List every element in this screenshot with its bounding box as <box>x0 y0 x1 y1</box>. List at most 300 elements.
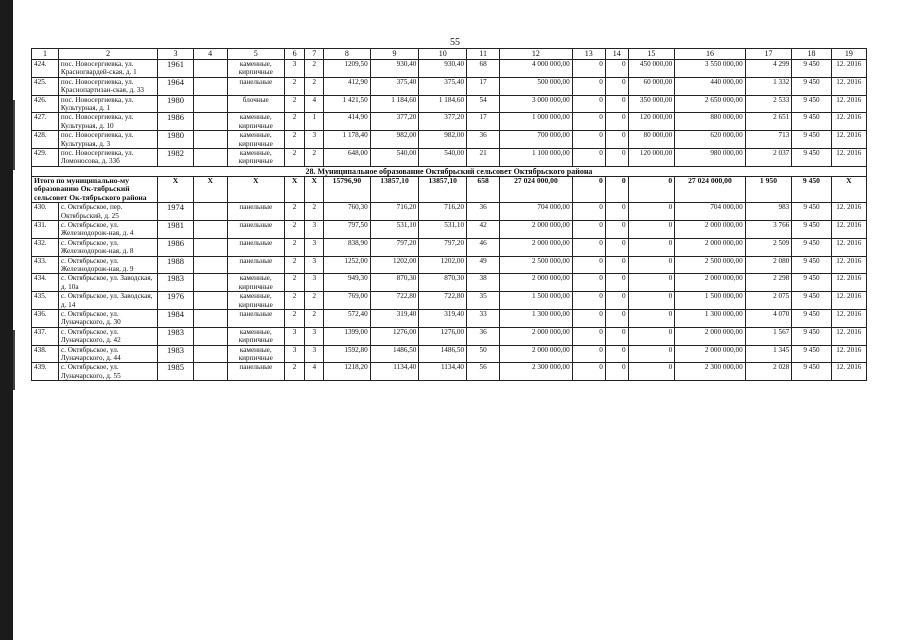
deadline-cell: 12. 2016 <box>831 363 866 381</box>
empty-cell <box>193 95 227 113</box>
cost-cell: 2 000 000,00 <box>500 238 573 256</box>
value-cell: 1 332 <box>745 77 792 95</box>
table-row <box>32 327 867 345</box>
value-cell: 3 766 <box>745 220 792 238</box>
address-cell: пос. Новосергиевка, ул. Культурная, д. 1 <box>58 95 157 113</box>
value-cell: 2 298 <box>745 274 792 292</box>
value-cell: 2 080 <box>745 256 792 274</box>
residents-cell: 38 <box>467 274 500 292</box>
column-number: 1 <box>32 49 59 60</box>
total-cell: 15796,90 <box>324 176 371 202</box>
address-cell: с. Октябрьское, ул. Железнодорож-ная, д. 9 <box>58 256 157 274</box>
value-cell: 2 300 000,00 <box>675 363 745 381</box>
value-cell: 1 567 <box>745 327 792 345</box>
address-cell: пос. Новосергиевка, ул. Культурная, д. 3 <box>58 131 157 149</box>
living-area-cell: 377,20 <box>419 113 467 131</box>
value-cell: 2 509 <box>745 238 792 256</box>
entrances-cell: 3 <box>305 220 324 238</box>
table-row <box>32 238 867 256</box>
total-area-cell: 1592,80 <box>324 345 371 363</box>
entrances-cell: 2 <box>305 60 324 78</box>
total-area-cell: 572,40 <box>324 309 371 327</box>
deadline-cell: 12. 2016 <box>831 77 866 95</box>
value-cell: 2 000 000,00 <box>675 238 745 256</box>
value-cell: 0 <box>628 256 675 274</box>
row-number-cell: 425. <box>32 77 59 95</box>
value-cell: 0 <box>605 131 628 149</box>
table-row <box>32 113 867 131</box>
value-cell: 2 000 000,00 <box>675 274 745 292</box>
area-cell: 870,30 <box>370 274 419 292</box>
residents-cell: 36 <box>467 131 500 149</box>
total-cell: 0 <box>628 176 675 202</box>
value-cell: 9 450 <box>792 363 831 381</box>
deadline-cell: 12. 2016 <box>831 238 866 256</box>
entrances-cell: 3 <box>305 345 324 363</box>
value-cell: 9 450 <box>792 327 831 345</box>
value-cell: 0 <box>605 149 628 167</box>
living-area-cell: 1486,50 <box>419 345 467 363</box>
residents-cell: 36 <box>467 203 500 221</box>
floors-cell: 2 <box>284 238 305 256</box>
empty-cell <box>193 149 227 167</box>
scan-gutter-mark <box>13 100 15 170</box>
residents-cell: 35 <box>467 292 500 310</box>
total-cell: X <box>831 176 866 202</box>
wall-material-cell: панельные <box>227 363 284 381</box>
living-area-cell: 982,00 <box>419 131 467 149</box>
year-cell: 1983 <box>158 327 193 345</box>
wall-material-cell: блочные <box>227 95 284 113</box>
value-cell: 2 000 000,00 <box>675 220 745 238</box>
floors-cell: 2 <box>284 274 305 292</box>
deadline-cell: 12. 2016 <box>831 95 866 113</box>
value-cell: 1 300 000,00 <box>675 309 745 327</box>
total-area-cell: 1 178,40 <box>324 131 371 149</box>
value-cell: 0 <box>572 77 605 95</box>
value-cell: 0 <box>605 60 628 78</box>
column-number: 2 <box>58 49 157 60</box>
total-cell: 27 024 000,00 <box>500 176 573 202</box>
value-cell: 0 <box>628 203 675 221</box>
entrances-cell: 2 <box>305 149 324 167</box>
deadline-cell: 12. 2016 <box>831 274 866 292</box>
value-cell: 9 450 <box>792 238 831 256</box>
year-cell: 1986 <box>158 113 193 131</box>
value-cell: 0 <box>572 345 605 363</box>
residents-cell: 17 <box>467 77 500 95</box>
deadline-cell: 12. 2016 <box>831 60 866 78</box>
address-cell: пос. Новосергиевка, ул. Красногвардей-ская, д. 1 <box>58 60 157 78</box>
empty-cell <box>193 345 227 363</box>
value-cell: 0 <box>572 363 605 381</box>
wall-material-cell: панельные <box>227 256 284 274</box>
address-cell: пос. Новосергиевка, ул. Культурная, д. 10 <box>58 113 157 131</box>
floors-cell: 2 <box>284 309 305 327</box>
column-number: 14 <box>605 49 628 60</box>
value-cell: 0 <box>572 327 605 345</box>
value-cell: 3 550 000,00 <box>675 60 745 78</box>
total-area-cell: 412,90 <box>324 77 371 95</box>
deadline-cell: 12. 2016 <box>831 256 866 274</box>
cost-cell: 2 000 000,00 <box>500 327 573 345</box>
year-cell: 1982 <box>158 149 193 167</box>
wall-material-cell: каменные, кирпичные <box>227 60 284 78</box>
row-number-cell: 433. <box>32 256 59 274</box>
entrances-cell: 2 <box>305 203 324 221</box>
floors-cell: 2 <box>284 220 305 238</box>
value-cell: 120 000,00 <box>628 113 675 131</box>
value-cell: 0 <box>628 238 675 256</box>
living-area-cell: 870,30 <box>419 274 467 292</box>
value-cell: 450 000,00 <box>628 60 675 78</box>
entrances-cell: 2 <box>305 309 324 327</box>
empty-cell <box>193 238 227 256</box>
area-cell: 375,40 <box>370 77 419 95</box>
living-area-cell: 930,40 <box>419 60 467 78</box>
entrances-cell: 3 <box>305 131 324 149</box>
deadline-cell: 12. 2016 <box>831 309 866 327</box>
area-cell: 531,10 <box>370 220 419 238</box>
total-area-cell: 769,00 <box>324 292 371 310</box>
cost-cell: 1 100 000,00 <box>500 149 573 167</box>
value-cell: 0 <box>605 203 628 221</box>
empty-cell <box>193 77 227 95</box>
value-cell: 0 <box>628 309 675 327</box>
column-number: 18 <box>792 49 831 60</box>
row-number-cell: 430. <box>32 203 59 221</box>
value-cell: 2 533 <box>745 95 792 113</box>
cost-cell: 1 300 000,00 <box>500 309 573 327</box>
row-number-cell: 434. <box>32 274 59 292</box>
value-cell: 620 000,00 <box>675 131 745 149</box>
living-area-cell: 1276,00 <box>419 327 467 345</box>
area-cell: 540,00 <box>370 149 419 167</box>
wall-material-cell: каменные, кирпичные <box>227 327 284 345</box>
entrances-cell: 4 <box>305 95 324 113</box>
wall-material-cell: каменные, кирпичные <box>227 292 284 310</box>
entrances-cell: 3 <box>305 274 324 292</box>
empty-cell <box>193 113 227 131</box>
value-cell: 0 <box>605 274 628 292</box>
value-cell: 0 <box>572 309 605 327</box>
column-number: 7 <box>305 49 324 60</box>
living-area-cell: 531,10 <box>419 220 467 238</box>
empty-cell <box>193 60 227 78</box>
floors-cell: 2 <box>284 292 305 310</box>
value-cell: 0 <box>572 238 605 256</box>
value-cell: 0 <box>628 292 675 310</box>
value-cell: 120 000,00 <box>628 149 675 167</box>
entrances-cell: 2 <box>305 77 324 95</box>
total-cell: 658 <box>467 176 500 202</box>
residents-cell: 56 <box>467 363 500 381</box>
living-area-cell: 319,40 <box>419 309 467 327</box>
value-cell: 9 450 <box>792 220 831 238</box>
value-cell: 0 <box>605 309 628 327</box>
address-cell: с. Октябрьское, ул. Луначарского, д. 44 <box>58 345 157 363</box>
floors-cell: 2 <box>284 203 305 221</box>
cost-cell: 704 000,00 <box>500 203 573 221</box>
section-header-row <box>32 166 867 176</box>
area-cell: 319,40 <box>370 309 419 327</box>
column-number: 16 <box>675 49 745 60</box>
value-cell: 2 037 <box>745 149 792 167</box>
residents-cell: 50 <box>467 345 500 363</box>
value-cell: 0 <box>605 238 628 256</box>
residents-cell: 33 <box>467 309 500 327</box>
value-cell: 0 <box>605 363 628 381</box>
empty-cell <box>193 309 227 327</box>
value-cell: 0 <box>572 256 605 274</box>
area-cell: 797,20 <box>370 238 419 256</box>
value-cell: 0 <box>605 77 628 95</box>
deadline-cell: 12. 2016 <box>831 149 866 167</box>
address-cell: с. Октябрьское, ул. Заводская, д. 10а <box>58 274 157 292</box>
value-cell: 9 450 <box>792 113 831 131</box>
wall-material-cell: панельные <box>227 203 284 221</box>
address-cell: с. Октябрьское, ул. Луначарского, д. 30 <box>58 309 157 327</box>
cost-cell: 2 000 000,00 <box>500 220 573 238</box>
total-cell: X <box>158 176 193 202</box>
wall-material-cell: панельные <box>227 309 284 327</box>
year-cell: 1974 <box>158 203 193 221</box>
row-number-cell: 439. <box>32 363 59 381</box>
residents-cell: 21 <box>467 149 500 167</box>
floors-cell: 2 <box>284 131 305 149</box>
total-cell: 13857,10 <box>370 176 419 202</box>
cost-cell: 2 000 000,00 <box>500 274 573 292</box>
total-area-cell: 648,00 <box>324 149 371 167</box>
total-area-cell: 1218,20 <box>324 363 371 381</box>
table-row <box>32 131 867 149</box>
living-area-cell: 716,20 <box>419 203 467 221</box>
empty-cell <box>193 363 227 381</box>
empty-cell <box>193 220 227 238</box>
row-number-cell: 436. <box>32 309 59 327</box>
year-cell: 1964 <box>158 77 193 95</box>
value-cell: 0 <box>605 220 628 238</box>
floors-cell: 2 <box>284 77 305 95</box>
entrances-cell: 3 <box>305 238 324 256</box>
year-cell: 1984 <box>158 309 193 327</box>
total-area-cell: 1 421,50 <box>324 95 371 113</box>
area-cell: 930,40 <box>370 60 419 78</box>
cost-cell: 500 000,00 <box>500 77 573 95</box>
value-cell: 2 000 000,00 <box>675 327 745 345</box>
year-cell: 1985 <box>158 363 193 381</box>
page-number: 55 <box>450 37 460 48</box>
column-number: 11 <box>467 49 500 60</box>
area-cell: 1202,00 <box>370 256 419 274</box>
total-cell: X <box>227 176 284 202</box>
address-cell: с. Октябрьское, ул. Железнодорож-ная, д. 8 <box>58 238 157 256</box>
value-cell: 9 450 <box>792 345 831 363</box>
value-cell: 2 651 <box>745 113 792 131</box>
floors-cell: 2 <box>284 149 305 167</box>
deadline-cell: 12. 2016 <box>831 345 866 363</box>
residents-cell: 36 <box>467 327 500 345</box>
column-number: 12 <box>500 49 573 60</box>
area-cell: 716,20 <box>370 203 419 221</box>
row-number-cell: 438. <box>32 345 59 363</box>
value-cell: 0 <box>605 292 628 310</box>
value-cell: 713 <box>745 131 792 149</box>
deadline-cell: 12. 2016 <box>831 220 866 238</box>
address-cell: с. Октябрьское, ул. Железнодорож-ная, д. 4 <box>58 220 157 238</box>
cost-cell: 4 000 000,00 <box>500 60 573 78</box>
scan-binding-edge <box>0 0 13 640</box>
scan-gutter-mark <box>13 330 15 390</box>
total-cell: 27 024 000,00 <box>675 176 745 202</box>
table-row <box>32 292 867 310</box>
value-cell: 0 <box>628 363 675 381</box>
address-cell: пос. Новосергиевка, ул. Краснопартизан-ская, д. 33 <box>58 77 157 95</box>
address-cell: с. Октябрьское, ул. Луначарского, д. 55 <box>58 363 157 381</box>
total-area-cell: 1399,00 <box>324 327 371 345</box>
column-number: 9 <box>370 49 419 60</box>
wall-material-cell: каменные, кирпичные <box>227 149 284 167</box>
address-cell: с. Октябрьское, пер. Октябрьский, д. 25 <box>58 203 157 221</box>
column-number: 4 <box>193 49 227 60</box>
value-cell: 440 000,00 <box>675 77 745 95</box>
year-cell: 1976 <box>158 292 193 310</box>
value-cell: 9 450 <box>792 256 831 274</box>
value-cell: 9 450 <box>792 131 831 149</box>
wall-material-cell: каменные, кирпичные <box>227 131 284 149</box>
living-area-cell: 375,40 <box>419 77 467 95</box>
deadline-cell: 12. 2016 <box>831 113 866 131</box>
value-cell: 0 <box>572 274 605 292</box>
value-cell: 0 <box>572 131 605 149</box>
table-row <box>32 256 867 274</box>
row-number-cell: 429. <box>32 149 59 167</box>
value-cell: 0 <box>628 327 675 345</box>
value-cell: 0 <box>572 95 605 113</box>
value-cell: 0 <box>572 203 605 221</box>
entrances-cell: 1 <box>305 113 324 131</box>
wall-material-cell: каменные, кирпичные <box>227 113 284 131</box>
cost-cell: 3 000 000,00 <box>500 95 573 113</box>
value-cell: 9 450 <box>792 274 831 292</box>
residents-cell: 54 <box>467 95 500 113</box>
column-number: 8 <box>324 49 371 60</box>
area-cell: 722,80 <box>370 292 419 310</box>
row-number-cell: 424. <box>32 60 59 78</box>
total-area-cell: 1252,00 <box>324 256 371 274</box>
total-cell: X <box>284 176 305 202</box>
table-row <box>32 220 867 238</box>
deadline-cell: 12. 2016 <box>831 203 866 221</box>
deadline-cell: 12. 2016 <box>831 292 866 310</box>
area-cell: 1 184,60 <box>370 95 419 113</box>
column-number: 3 <box>158 49 193 60</box>
value-cell: 350 000,00 <box>628 95 675 113</box>
empty-cell <box>193 131 227 149</box>
cost-cell: 1 000 000,00 <box>500 113 573 131</box>
entrances-cell: 3 <box>305 256 324 274</box>
wall-material-cell: панельные <box>227 77 284 95</box>
empty-cell <box>193 292 227 310</box>
year-cell: 1983 <box>158 345 193 363</box>
value-cell: 9 450 <box>792 292 831 310</box>
value-cell: 9 450 <box>792 77 831 95</box>
year-cell: 1988 <box>158 256 193 274</box>
empty-cell <box>193 203 227 221</box>
row-number-cell: 428. <box>32 131 59 149</box>
cost-cell: 1 500 000,00 <box>500 292 573 310</box>
column-number: 6 <box>284 49 305 60</box>
value-cell: 60 000,00 <box>628 77 675 95</box>
value-cell: 0 <box>628 345 675 363</box>
entrances-cell: 2 <box>305 292 324 310</box>
value-cell: 0 <box>605 256 628 274</box>
column-number: 5 <box>227 49 284 60</box>
wall-material-cell: каменные, кирпичные <box>227 274 284 292</box>
value-cell: 2 000 000,00 <box>675 345 745 363</box>
total-label: Итого по муниципально-му образованию Ок-тябрьский сельсовет Ок-тябрьского района <box>32 176 158 202</box>
value-cell: 880 000,00 <box>675 113 745 131</box>
entrances-cell: 4 <box>305 363 324 381</box>
cost-cell: 2 000 000,00 <box>500 345 573 363</box>
floors-cell: 2 <box>284 95 305 113</box>
total-cell: 13857,10 <box>419 176 467 202</box>
residents-cell: 46 <box>467 238 500 256</box>
address-cell: пос. Новосергиевка, ул. Ломоносова, д. 33б <box>58 149 157 167</box>
value-cell: 9 450 <box>792 203 831 221</box>
housing-register-table <box>31 48 867 381</box>
area-cell: 1134,40 <box>370 363 419 381</box>
table-row <box>32 149 867 167</box>
value-cell: 4 299 <box>745 60 792 78</box>
living-area-cell: 540,00 <box>419 149 467 167</box>
year-cell: 1961 <box>158 60 193 78</box>
value-cell: 4 070 <box>745 309 792 327</box>
table-row <box>32 77 867 95</box>
wall-material-cell: каменные, кирпичные <box>227 345 284 363</box>
value-cell: 9 450 <box>792 60 831 78</box>
residents-cell: 49 <box>467 256 500 274</box>
total-area-cell: 414,90 <box>324 113 371 131</box>
residents-cell: 68 <box>467 60 500 78</box>
value-cell: 9 450 <box>792 309 831 327</box>
value-cell: 983 <box>745 203 792 221</box>
column-number: 15 <box>628 49 675 60</box>
year-cell: 1986 <box>158 238 193 256</box>
year-cell: 1980 <box>158 131 193 149</box>
area-cell: 377,20 <box>370 113 419 131</box>
value-cell: 0 <box>605 95 628 113</box>
total-cell: 0 <box>605 176 628 202</box>
total-cell: X <box>193 176 227 202</box>
table-row <box>32 274 867 292</box>
year-cell: 1980 <box>158 95 193 113</box>
value-cell: 980 000,00 <box>675 149 745 167</box>
year-cell: 1983 <box>158 274 193 292</box>
value-cell: 0 <box>572 220 605 238</box>
area-cell: 1486,50 <box>370 345 419 363</box>
value-cell: 0 <box>628 220 675 238</box>
floors-cell: 3 <box>284 60 305 78</box>
value-cell: 0 <box>605 113 628 131</box>
floors-cell: 2 <box>284 113 305 131</box>
row-number-cell: 435. <box>32 292 59 310</box>
living-area-cell: 1202,00 <box>419 256 467 274</box>
empty-cell <box>193 327 227 345</box>
total-area-cell: 838,90 <box>324 238 371 256</box>
value-cell: 9 450 <box>792 95 831 113</box>
section-title: 28. Муниципальное образование Октябрьский сельсовет Октябрьского района <box>32 166 867 176</box>
